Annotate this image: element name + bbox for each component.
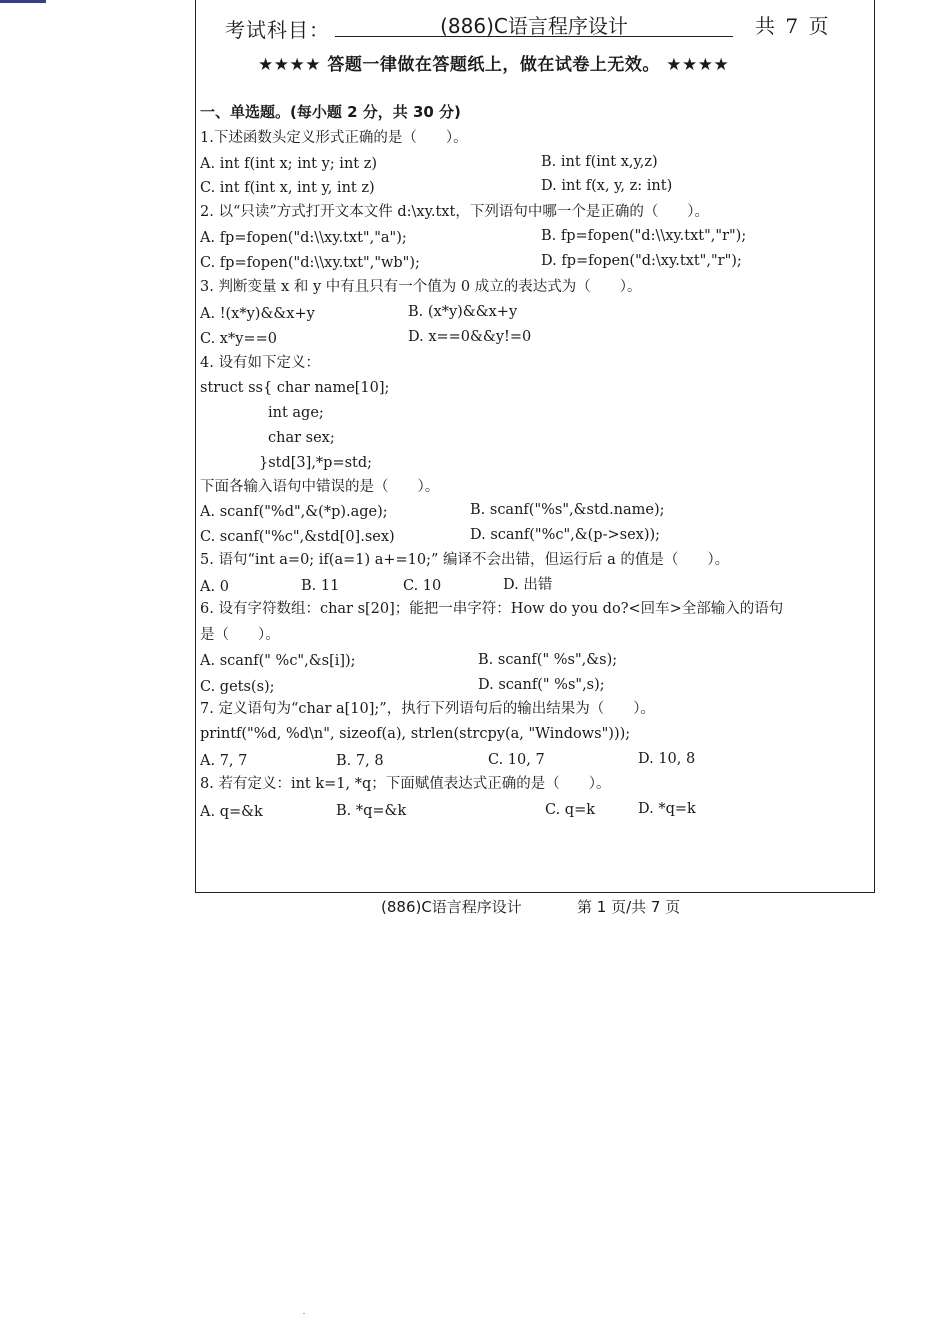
q4-option-a: A. scanf("%d",&(*p).age); [200,504,388,520]
question-6: 6. 设有字符数组：char s[20]；能把一串字符：How do you do?<回车>全部输入的语句 [200,601,784,617]
question-2: 2. 以“只读”方式打开文本文件 d:\xy.txt，下列语句中哪一个是正确的（ ）。 [200,204,710,220]
q6-option-d: D. scanf(" %s",s); [478,677,605,693]
q2-option-d: D. fp=fopen("d:\xy.txt","r"); [541,253,742,269]
q7-code: printf("%d, %d\n", sizeof(a), strlen(strcpy(a, "Windows"))); [200,726,631,742]
question-5: 5. 语句“int a=0; if(a=1) a+=10;” 编译不会出错，但运行后 a 的值是（ ）。 [200,552,730,568]
q5-option-a: A. 0 [200,579,229,595]
q2-option-a: A. fp=fopen("d:\\xy.txt","a"); [200,230,407,246]
subject-title: (886)C语言程序设计 [335,10,733,37]
q1-option-b: B. int f(int x,y,z) [541,154,658,170]
total-pages: 共 7 页 [755,14,831,38]
q6-option-a: A. scanf(" %c",&s[i]); [200,653,356,669]
scan-edge-mark [0,0,46,3]
question-6-continued: 是（ ）。 [200,627,280,643]
q3-option-d: D. x==0&&y!=0 [408,329,532,345]
q7-option-c: C. 10, 7 [488,752,545,768]
q1-option-d: D. int f(x, y, z: int) [541,178,673,194]
q1-option-a: A. int f(int x; int y; int z) [200,156,378,172]
q3-option-a: A. !(x*y)&&x+y [200,306,315,322]
q4-option-b: B. scanf("%s",&std.name); [470,502,665,518]
q4-option-c: C. scanf("%c",&std[0].sex) [200,529,395,545]
section-title: 一、单选题。(每小题 2 分，共 30 分) [200,103,461,121]
q8-option-c: C. q=k [545,802,596,818]
scan-speck [303,1313,305,1314]
q5-option-d: D. 出错 [503,577,553,593]
q7-option-b: B. 7, 8 [336,753,384,769]
q2-option-b: B. fp=fopen("d:\\xy.txt","r"); [541,228,747,244]
question-1: 1.下述函数头定义形式正确的是（ ）。 [200,130,468,146]
q8-option-a: A. q=&k [200,804,263,820]
q6-option-b: B. scanf(" %s",&s); [478,652,618,668]
q4-code-line-1: struct ss{ char name[10]; [200,380,390,396]
q4-stem: 下面各输入语句中错误的是（ ）。 [200,479,440,495]
q5-option-c: C. 10 [403,578,442,594]
q4-option-d: D. scanf("%c",&(p->sex)); [470,527,661,543]
q4-code-line-3: char sex; [268,430,335,446]
footer-page-number: 第 1 页/共 7 页 [577,898,681,916]
question-8: 8. 若有定义：int k=1, *q；下面赋值表达式正确的是（ ）。 [200,776,611,792]
q3-option-c: C. x*y==0 [200,331,277,347]
q4-code-line-4: }std[3],*p=std; [259,455,373,471]
q7-option-d: D. 10, 8 [638,751,696,767]
question-7: 7. 定义语句为“char a[10];”，执行下列语句后的输出结果为（ ）。 [200,701,655,717]
q5-option-b: B. 11 [301,578,340,594]
q4-code-line-2: int age; [268,405,324,421]
question-3: 3. 判断变量 x 和 y 中有且只有一个值为 0 成立的表达式为（ ）。 [200,279,642,295]
footer-subject: (886)C语言程序设计 [381,898,522,916]
question-4: 4. 设有如下定义： [200,355,320,371]
q7-option-a: A. 7, 7 [200,753,248,769]
q8-option-d: D. *q=k [638,801,696,817]
subject-label: 考试科目： [225,18,330,42]
q1-option-c: C. int f(int x, int y, int z) [200,180,375,196]
q3-option-b: B. (x*y)&&x+y [408,304,518,320]
q6-option-c: C. gets(s); [200,679,275,695]
q2-option-c: C. fp=fopen("d:\\xy.txt","wb"); [200,255,420,271]
answer-notice: ★★★★ 答题一律做在答题纸上，做在试卷上无效。 ★★★★ [258,55,730,75]
q8-option-b: B. *q=&k [336,803,407,819]
